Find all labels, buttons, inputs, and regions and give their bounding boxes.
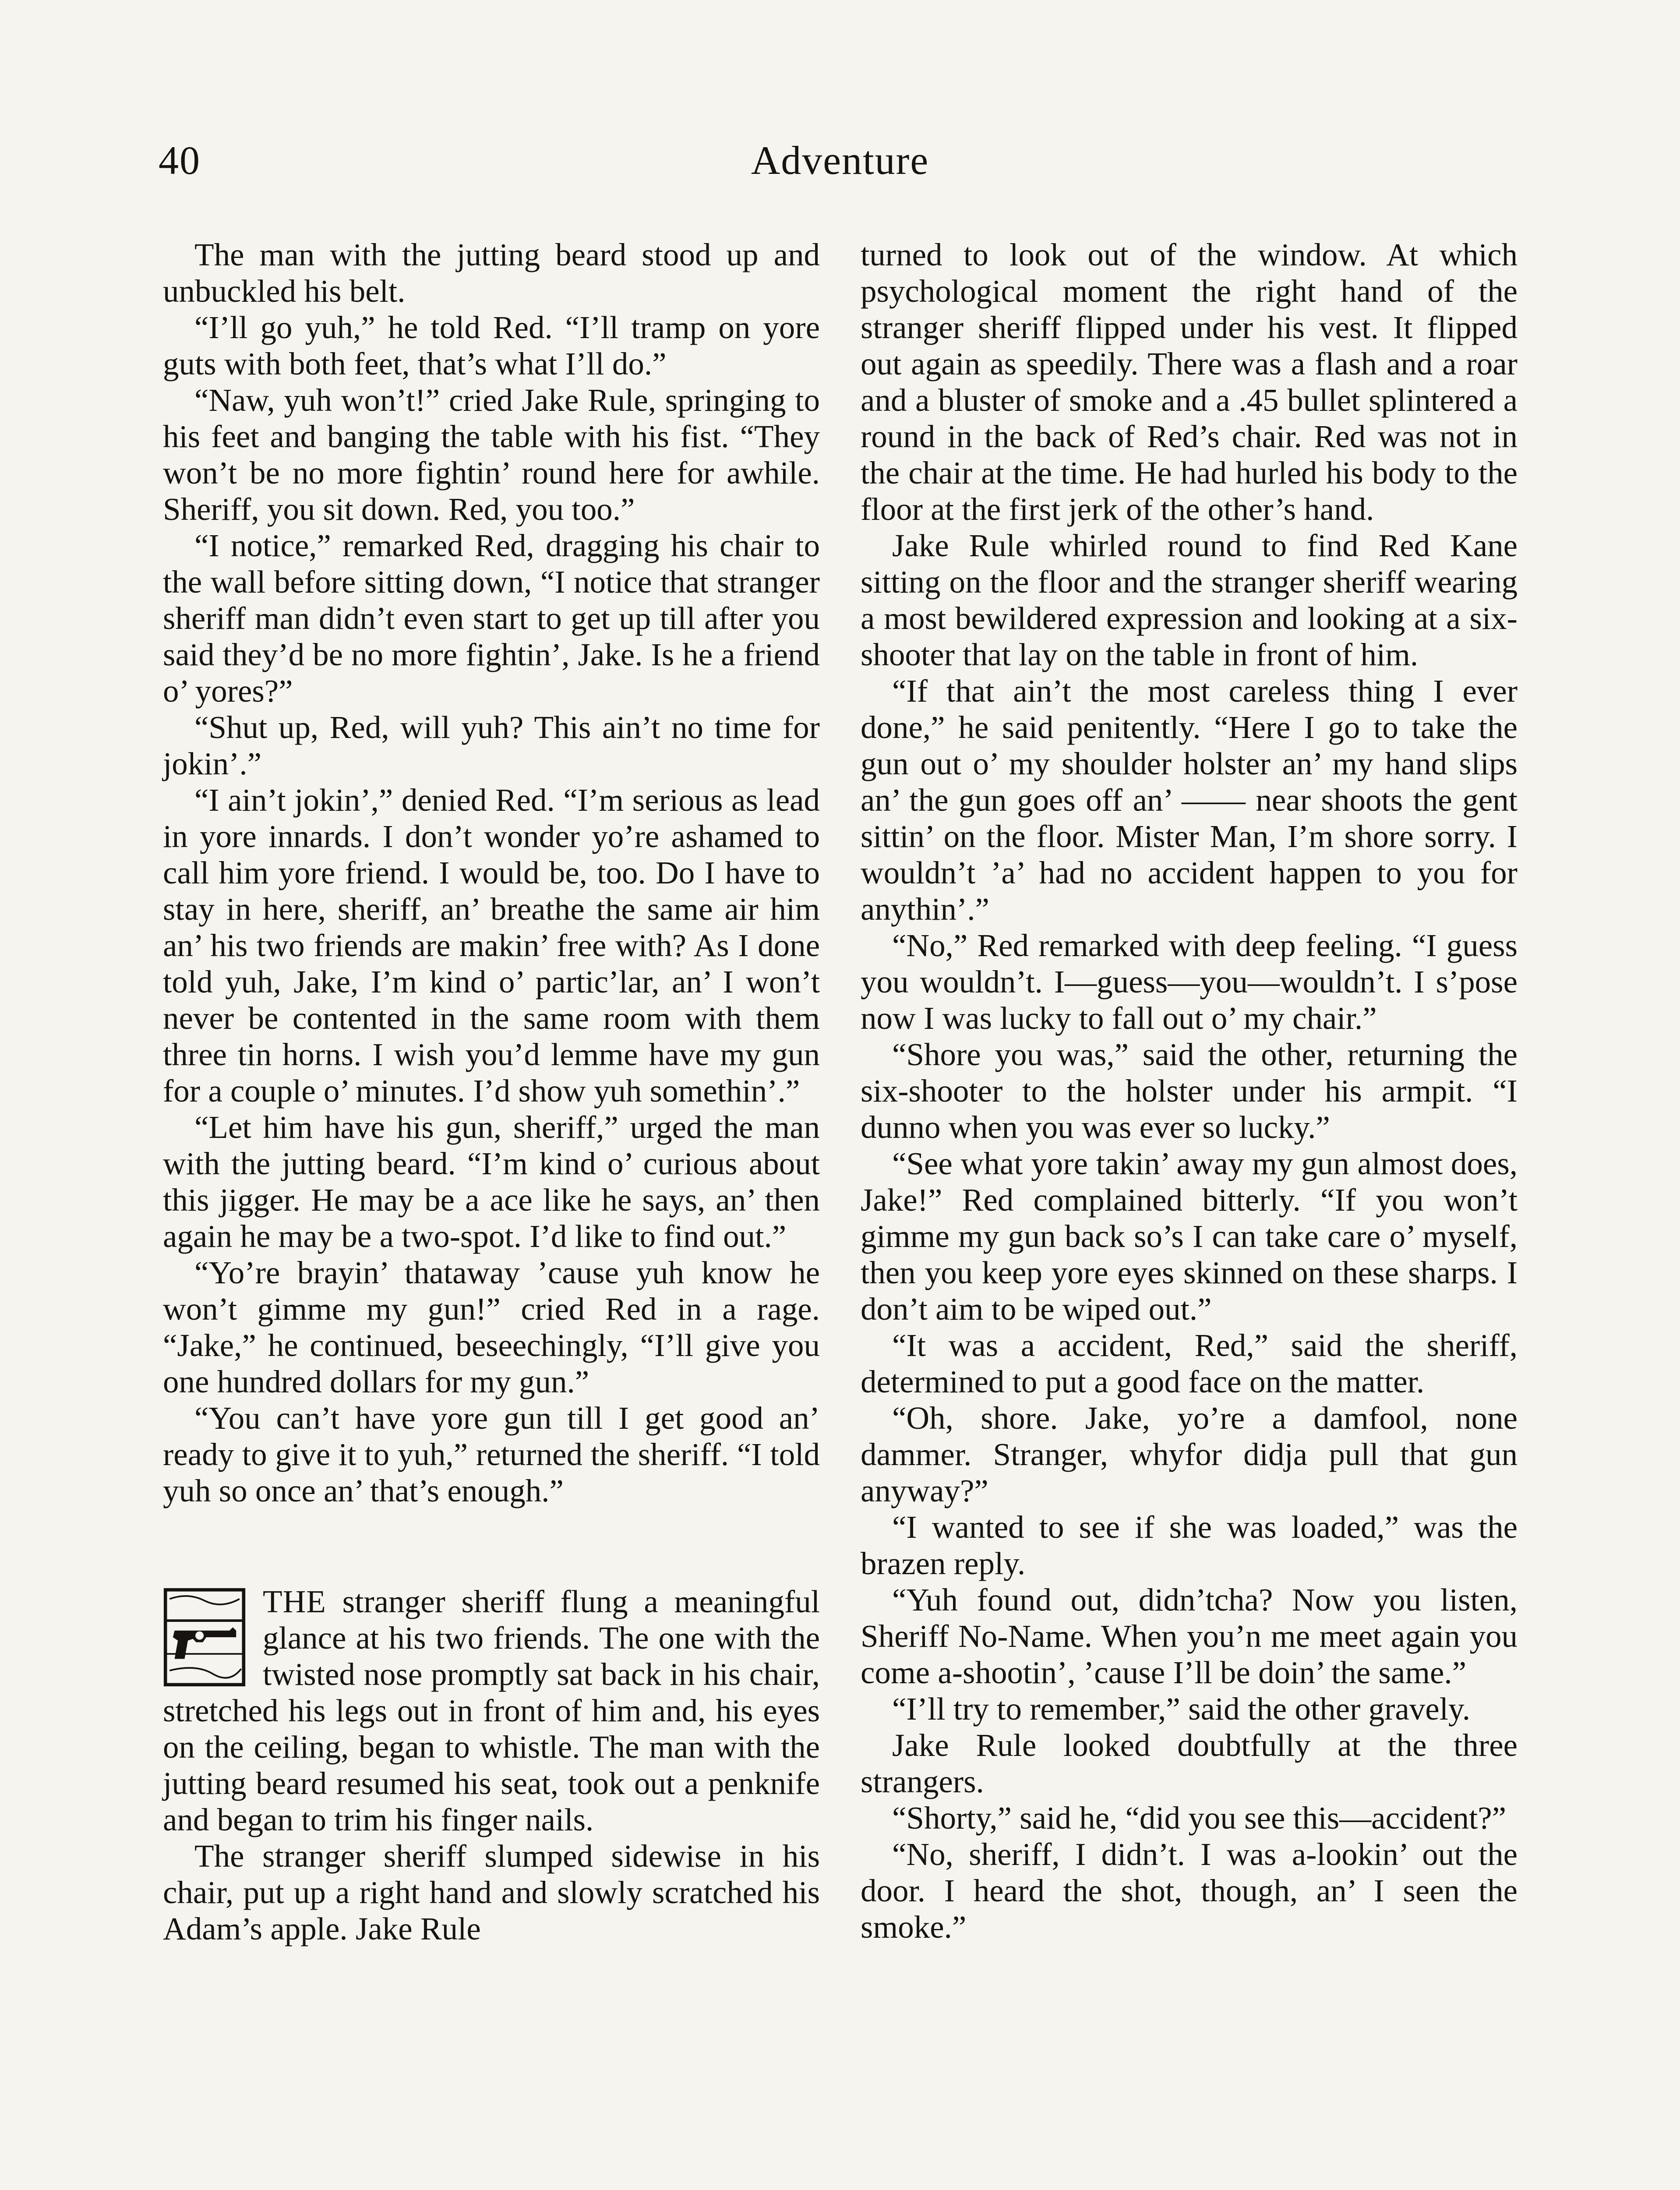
paragraph: “See what yore takin’ away my gun almost does, Jake!” Red complained bitterly. “If you won’t gimme my gun back so’s I can take care o’ myself, then you keep yore eyes skinned on these sharps. I don’t aim to be wiped out.” bbox=[861, 1146, 1518, 1327]
page-number: 40 bbox=[159, 138, 201, 183]
paragraph: Jake Rule looked doubtfully at the three strangers. bbox=[861, 1727, 1518, 1799]
paragraph: “If that ain’t the most careless thing I ever done,” he said penitently. “Here I go to take the gun out o’ my shoulder holster an’ my hand slips an’ the gun goes off an’ —— near shoots the gent sittin’ on the floor. Mister Man, I’m shore sorry. I wouldn’t ’a’ had no accident happen to you for anythin’.” bbox=[861, 673, 1518, 927]
paragraph: “Let him have his gun, sheriff,” urged the man with the jutting beard. “I’m kind o’ curious about this jigger. He may be a ace like he says, an’ then again he may be a two-spot. I’d like to find out.” bbox=[163, 1109, 820, 1254]
paragraph: “Yuh found out, didn’tcha? Now you listen, Sheriff No-Name. When you’n me meet again you come a-shootin’, ’cause I’ll be doin’ the same.” bbox=[861, 1582, 1518, 1690]
paragraph: The man with the jutting beard stood up and unbuckled his belt. bbox=[163, 237, 820, 309]
revolver-vignette-icon bbox=[163, 1587, 246, 1688]
running-title: Adventure bbox=[751, 138, 929, 183]
paragraph: “Oh, shore. Jake, yo’re a damfool, none dammer. Stranger, whyfor didja pull that gun anyway?” bbox=[861, 1400, 1518, 1508]
paragraph: “I ain’t jokin’,” denied Red. “I’m serious as lead in yore innards. I don’t wonder yo’re ashamed to call him yore friend. I would be, too. Do I have to stay in here, sheriff, an’ breathe the same air him an’ his two friends are makin’ free with? As I done told yuh, Jake, I’m kind o’ partic’lar, an’ I won’t never be contented in the same room with them three tin horns. I wish you’d lemme have my gun for a couple o’ minutes. I’d show yuh somethin’.” bbox=[163, 782, 820, 1109]
paragraph: “Shut up, Red, will yuh? This ain’t no time for jokin’.” bbox=[163, 710, 820, 781]
paragraph: “I wanted to see if she was loaded,” was the brazen reply. bbox=[861, 1509, 1518, 1581]
paragraph: “Shore you was,” said the other, returning the six-shooter to the holster under his armpit. “I dunno when you was ever so lucky.” bbox=[861, 1037, 1518, 1145]
section-opening-paragraph bbox=[163, 1583, 820, 1838]
paragraph: The stranger sheriff slumped sidewise in his chair, put up a right hand and slowly scratched his Adam’s apple. Jake Rule bbox=[163, 1838, 820, 1946]
right-column bbox=[861, 237, 1518, 1945]
paragraph: “No, sheriff, I didn’t. I was a-lookin’ out the door. I heard the shot, though, an’ I seen the smoke.” bbox=[861, 1837, 1518, 1945]
paragraph: “Shorty,” said he, “did you see this—accident?” bbox=[892, 1800, 1507, 1836]
paragraph: Jake Rule whirled round to find Red Kane sitting on the floor and the stranger sheriff wearing a most bewildered expression and looking at a six-shooter that lay on the table in front of him. bbox=[861, 528, 1518, 672]
paragraph: “Naw, yuh won’t!” cried Jake Rule, springing to his feet and banging the table with his fist. “They won’t be no more fightin’ round here for awhile. Sheriff, you sit down. Red, you too.” bbox=[163, 382, 820, 527]
paragraph: “I notice,” remarked Red, dragging his chair to the wall before sitting down, “I notice that stranger sheriff man didn’t even start to get up till after you said they’d be no more fightin’, Jake. Is he a friend o’ yores?” bbox=[163, 528, 820, 709]
left-column bbox=[163, 237, 820, 1947]
section-opening-text: stranger sheriff flung a meaningful glance at his two friends. The one with the twisted nose promptly sat back in his chair, stretched his legs out in front of him and, his eyes on the ceiling, began to whistle. The man with the jutting beard resumed his seat, took out a penknife and began to trim his finger nails. bbox=[163, 1584, 820, 1837]
paragraph: turned to look out of the window. At which psychological moment the right hand of the stranger sheriff flipped under his vest. It flipped out again as speedily. There was a flash and a roar and a bluster of smoke and a .45 bullet splintered a round in the back of Red’s chair. Red was not in the chair at the time. He had hurled his body to the floor at the first jerk of the other’s hand. bbox=[861, 237, 1518, 527]
paragraph: “I’ll try to remember,” said the other gravely. bbox=[892, 1691, 1470, 1727]
paragraph: “Yo’re brayin’ thataway ’cause yuh know he won’t gimme my gun!” cried Red in a rage. “Jake,” he continued, beseechingly, “I’ll give you one hundred dollars for my gun.” bbox=[163, 1255, 820, 1399]
paragraph: “You can’t have yore gun till I get good an’ ready to give it to yuh,” returned the sheriff. “I told yuh so once an’ that’s enough.” bbox=[163, 1400, 820, 1508]
section-lead-word: THE bbox=[263, 1584, 326, 1619]
paragraph: “I’ll go yuh,” he told Red. “I’ll tramp on yore guts with both feet, that’s what I’ll do.” bbox=[163, 310, 820, 381]
paragraph: “It was a accident, Red,” said the sheriff, determined to put a good face on the matter. bbox=[861, 1328, 1518, 1399]
paragraph: “No,” Red remarked with deep feeling. “I guess you wouldn’t. I—guess—you—wouldn’t. I s’pose now I was lucky to fall out o’ my chair.” bbox=[861, 928, 1518, 1036]
